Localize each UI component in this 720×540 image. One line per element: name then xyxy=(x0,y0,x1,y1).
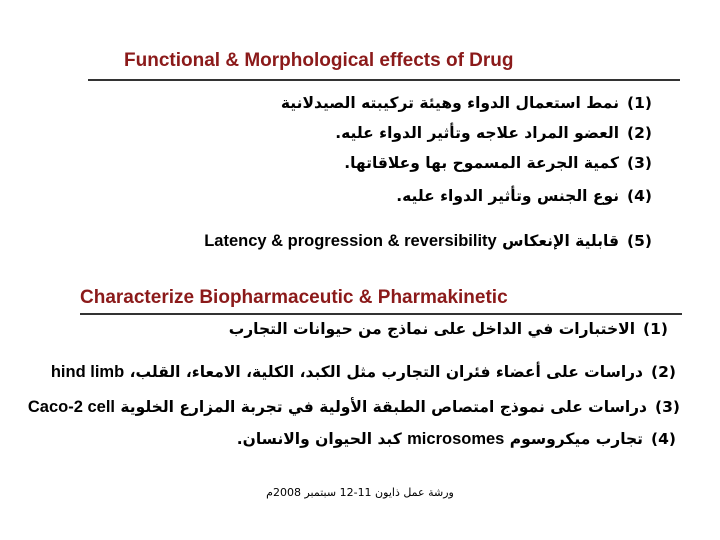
item-text: كمية الجرعة المسموح بها وعلاقاتها. xyxy=(344,154,620,172)
item-text: نمط استعمال الدواء وهيئة تركيبته الصيدلانية xyxy=(280,94,620,112)
section1-item-5 xyxy=(204,230,652,252)
item-text: دراسات على نموذج امتصاص الطبقة الأولية في تجربة المزارع الخلوية xyxy=(120,398,648,416)
item-text: نوع الجنس وتأثير الدواء عليه. xyxy=(396,187,620,205)
item-text: الاختبارات في الداخل على نماذج من حيوانات التجارب xyxy=(228,320,636,338)
section2-item-1 xyxy=(229,318,668,340)
item-text-continued: كبد الحيوان والانسان. xyxy=(236,430,402,448)
item-english-text: microsomes xyxy=(407,430,505,448)
item-number: (2) xyxy=(627,124,652,142)
item-number: (2) xyxy=(651,363,676,381)
section1-rule xyxy=(88,79,680,81)
section1-item-3 xyxy=(344,152,652,174)
item-text: قابلية الإنعكاس xyxy=(502,232,620,250)
section2-item-3 xyxy=(28,396,680,418)
section1-item-4 xyxy=(396,185,652,207)
item-number: (4) xyxy=(627,187,652,205)
slide-footer: ورشة عمل ذايون 11-12 سبتمبر 2008م xyxy=(266,486,454,499)
item-number: (3) xyxy=(655,398,680,416)
item-text: تجارب ميكروسوم xyxy=(509,430,644,448)
section1-item-2 xyxy=(335,122,652,144)
section2-rule xyxy=(80,313,682,315)
section2-item-4 xyxy=(237,428,676,450)
item-text: العضو المراد علاجه وتأثير الدواء عليه. xyxy=(335,124,620,142)
item-number: (3) xyxy=(627,154,652,172)
section1-title: Functional & Morphological effects of Drug xyxy=(124,50,514,71)
section2-item-2 xyxy=(51,361,676,383)
item-number: (5) xyxy=(627,232,652,250)
item-english-text: hind limb xyxy=(50,363,125,381)
item-number: (4) xyxy=(651,430,676,448)
item-number: (1) xyxy=(643,320,668,338)
section1-item-1 xyxy=(281,92,652,114)
section2-title: Characterize Biopharmaceutic & Pharmakinetic xyxy=(80,287,508,308)
item-number: (1) xyxy=(627,94,652,112)
item-english-text: Caco-2 cell xyxy=(27,398,115,416)
item-text: دراسات على أعضاء فئران التجارب مثل الكبد، الكلية، الامعاء، القلب، xyxy=(129,363,644,381)
item-english-text: Latency & progression & reversibility xyxy=(204,232,497,250)
